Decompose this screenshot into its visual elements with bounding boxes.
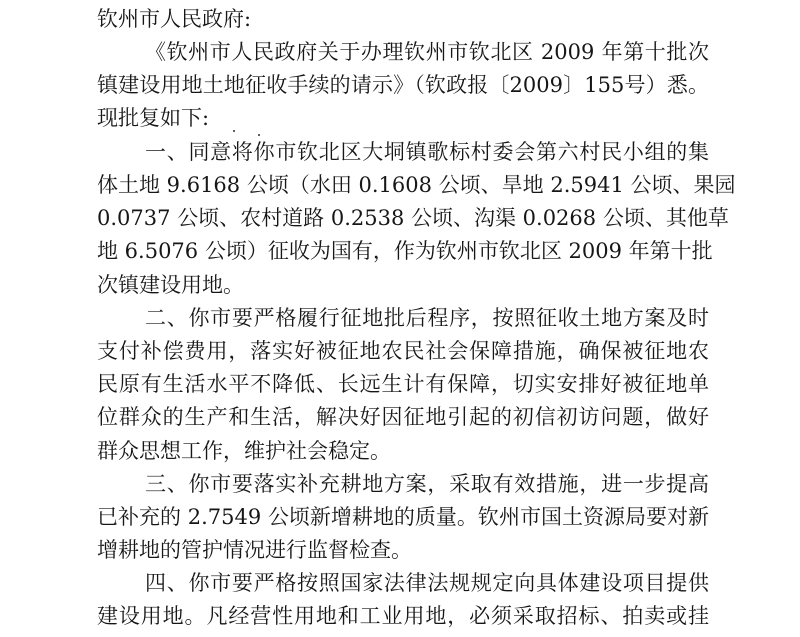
intro-line: 现批复如下: bbox=[97, 106, 210, 130]
item-4-line: 建设用地。凡经营性用地和工业用地，必须采取招标、拍卖或挂 bbox=[97, 604, 709, 628]
item-1-line: 地 6.5076 公顷）征收为国有，作为钦州市钦北区 2009 年第十批 bbox=[97, 239, 713, 263]
scan-speck bbox=[233, 130, 235, 132]
addressee: 钦州市人民政府: bbox=[97, 7, 252, 31]
item-2-line: 民原有生活水平不降低、长远生计有保障，切实安排好被征地单 bbox=[97, 372, 709, 396]
item-1-line: 0.0737 公顷、农村道路 0.2538 公顷、沟渠 0.0268 公顷、其他草 bbox=[97, 206, 729, 230]
scan-speck bbox=[258, 134, 260, 136]
intro-line: 镇建设用地土地征收手续的请示》（钦政报〔2009〕155号）悉。 bbox=[97, 73, 709, 97]
item-3-line: 三、你市要落实补充耕地方案，采取有效措施，进一步提高 bbox=[145, 472, 709, 496]
item-1-line: 次镇建设用地。 bbox=[97, 273, 244, 297]
item-1-line: 一、同意将你市钦北区大垌镇歌标村委会第六村民小组的集 bbox=[145, 140, 709, 164]
item-2-line: 群众思想工作，维护社会稳定。 bbox=[97, 439, 391, 463]
intro-line: 《钦州市人民政府关于办理钦州市钦北区 2009 年第十批次 bbox=[145, 40, 709, 64]
item-4-line: 四、你市要严格按照国家法律法规规定向具体建设项目提供 bbox=[145, 571, 709, 595]
item-1-line: 体土地 9.6168 公顷（水田 0.1608 公顷、旱地 2.5941 公顷、果园 bbox=[97, 173, 736, 197]
item-2-line: 位群众的生产和生活，解决好因征地引起的初信初访问题，做好 bbox=[97, 405, 709, 429]
item-3-line: 已补充的 2.7549 公顷新增耕地的质量。钦州市国土资源局要对新 bbox=[97, 505, 709, 529]
item-2-line: 支付补偿费用，落实好被征地农民社会保障措施，确保被征地农 bbox=[97, 339, 709, 363]
item-2-line: 二、你市要严格履行征地批后程序，按照征收土地方案及时 bbox=[145, 306, 709, 330]
item-3-line: 增耕地的管护情况进行监督检查。 bbox=[97, 538, 412, 562]
